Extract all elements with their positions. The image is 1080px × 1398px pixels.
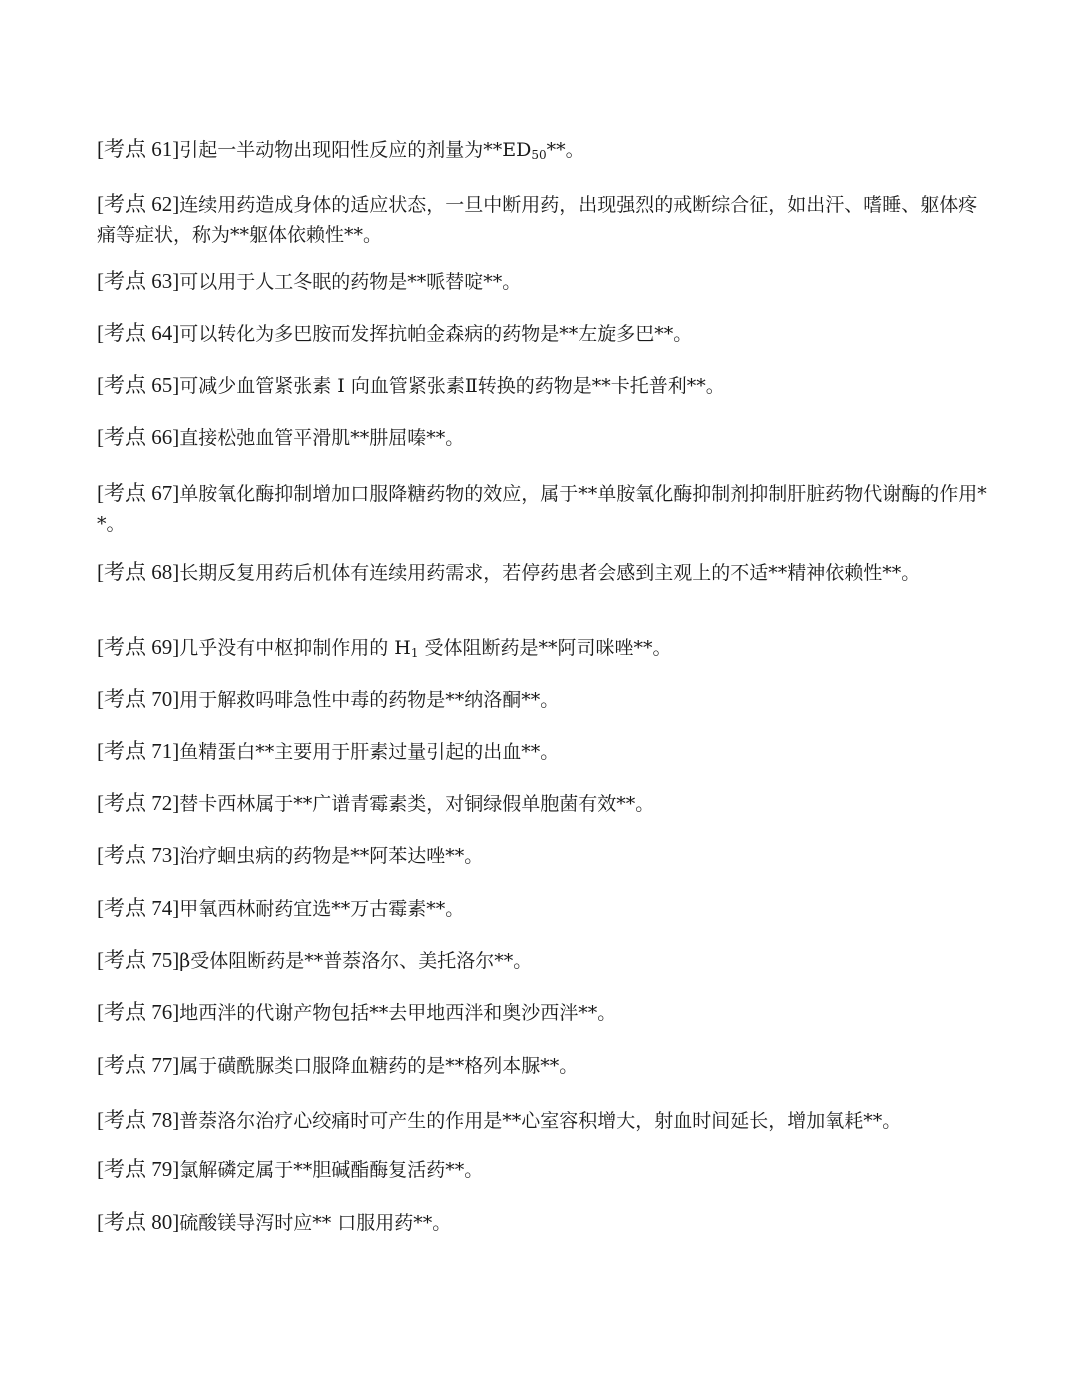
exam-point-68 xyxy=(97,557,987,588)
exam-point-text: 替卡西林属于**广谱青霉素类，对铜绿假单胞菌有效**。 xyxy=(179,793,655,815)
exam-point-80 xyxy=(97,1207,987,1238)
exam-point-number: [考点 79] xyxy=(97,1157,180,1181)
exam-point-number: [考点 75] xyxy=(97,948,180,972)
exam-point-text-end: 受体阻断药是**阿司咪唑**。 xyxy=(418,637,672,659)
exam-point-76 xyxy=(97,997,987,1028)
exam-point-number: [考点 62] xyxy=(97,192,180,216)
exam-point-number: [考点 69] xyxy=(97,635,180,659)
exam-point-71 xyxy=(97,736,987,767)
exam-point-72 xyxy=(97,788,987,819)
exam-point-text: β受体阻断药是**普萘洛尔、美托洛尔**。 xyxy=(179,950,533,972)
exam-point-text: 治疗蛔虫病的药物是**阿苯达唑**。 xyxy=(179,845,484,867)
exam-point-text: 可以转化为多巴胺而发挥抗帕金森病的药物是**左旋多巴**。 xyxy=(179,323,693,345)
exam-point-text: 地西泮的代谢产物包括**去甲地西泮和奥沙西泮**。 xyxy=(179,1002,617,1024)
exam-point-79 xyxy=(97,1154,987,1185)
exam-point-number: [考点 78] xyxy=(97,1108,180,1132)
exam-point-text: 用于解救吗啡急性中毒的药物是**纳洛酮**。 xyxy=(179,689,560,711)
exam-point-67 xyxy=(97,478,987,539)
exam-point-number: [考点 63] xyxy=(97,269,180,293)
exam-point-text: 可以用于人工冬眠的药物是**哌替啶**。 xyxy=(179,271,522,293)
exam-point-number: [考点 61] xyxy=(97,137,180,161)
exam-point-text: 属于磺酰脲类口服降血糖药的是**格列本脲**。 xyxy=(179,1055,579,1077)
exam-point-text: 普萘洛尔治疗心绞痛时可产生的作用是**心室容积增大，射血时间延长，增加氧耗**。 xyxy=(179,1110,902,1132)
exam-point-text: 直接松弛血管平滑肌**肼屈嗪**。 xyxy=(179,427,465,449)
exam-point-number: [考点 70] xyxy=(97,687,180,711)
exam-point-number: [考点 80] xyxy=(97,1210,180,1234)
exam-point-number: [考点 73] xyxy=(97,843,180,867)
exam-point-66 xyxy=(97,422,987,453)
exam-point-73 xyxy=(97,840,987,871)
exam-point-77 xyxy=(97,1050,987,1081)
exam-point-number: [考点 71] xyxy=(97,739,180,763)
exam-point-text: 引起一半动物出现阳性反应的剂量为**ED xyxy=(179,139,532,161)
exam-point-text: 鱼精蛋白**主要用于肝素过量引起的出血**。 xyxy=(179,741,560,763)
exam-point-text: 硫酸镁导泻时应** 口服用药**。 xyxy=(179,1212,452,1234)
subscript: 50 xyxy=(531,148,547,162)
exam-point-61 xyxy=(97,134,987,170)
exam-point-70 xyxy=(97,684,987,715)
exam-point-63 xyxy=(97,266,987,297)
exam-point-text: 甲氧西林耐药宜选**万古霉素**。 xyxy=(179,898,465,920)
exam-point-78 xyxy=(97,1105,987,1136)
exam-point-number: [考点 65] xyxy=(97,373,180,397)
exam-point-text: 连续用药造成身体的适应状态，一旦中断用药，出现强烈的戒断综合征，如出汗、嗜睡、躯体疼痛等症状，称为**躯体依赖性**。 xyxy=(97,194,978,246)
exam-point-number: [考点 74] xyxy=(97,896,180,920)
exam-point-number: [考点 67] xyxy=(97,481,180,505)
exam-point-text: 长期反复用药后机体有连续用药需求，若停药患者会感到主观上的不适**精神依赖性**。 xyxy=(179,562,921,584)
exam-point-number: [考点 66] xyxy=(97,425,180,449)
exam-point-65 xyxy=(97,370,987,401)
exam-point-74 xyxy=(97,893,987,924)
exam-point-text: 氯解磷定属于**胆碱酯酶复活药**。 xyxy=(179,1159,484,1181)
exam-point-text: 几乎没有中枢抑制作用的 H xyxy=(179,637,411,659)
exam-point-69 xyxy=(97,632,987,668)
exam-point-number: [考点 68] xyxy=(97,560,180,584)
exam-point-number: [考点 76] xyxy=(97,1000,180,1024)
exam-point-75 xyxy=(97,945,987,976)
exam-point-number: [考点 72] xyxy=(97,791,180,815)
exam-point-text-end: **。 xyxy=(546,139,585,161)
exam-point-number: [考点 64] xyxy=(97,321,180,345)
exam-point-62 xyxy=(97,189,987,250)
exam-point-64 xyxy=(97,318,987,349)
exam-point-number: [考点 77] xyxy=(97,1053,180,1077)
subscript: 1 xyxy=(410,646,419,660)
exam-point-text: 可减少血管紧张素 Ⅰ 向血管紧张素Ⅱ转换的药物是**卡托普利**。 xyxy=(179,375,725,397)
exam-point-text: 单胺氧化酶抑制增加口服降糖药物的效应，属于**单胺氧化酶抑制剂抑制肝脏药物代谢酶的作用**。 xyxy=(97,483,987,535)
